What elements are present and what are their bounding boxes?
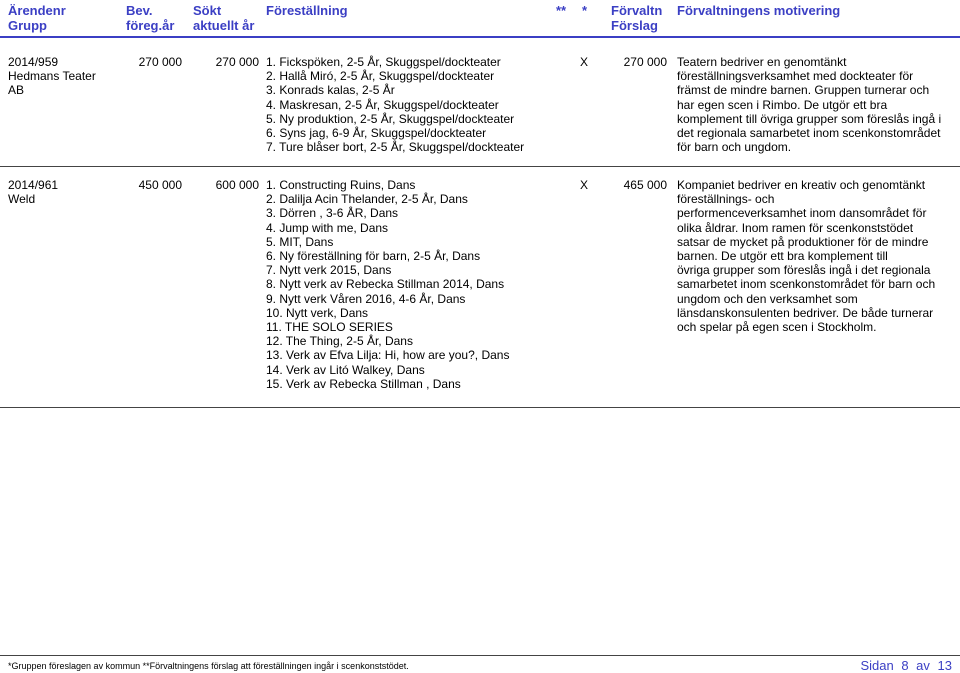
page-indicator	[856, 658, 952, 673]
list-item: 11. THE SOLO SERIES	[266, 320, 393, 335]
footer-rule	[0, 655, 960, 656]
list-item: 5. MIT, Dans	[266, 234, 334, 249]
list-item: 12. The Thing, 2-5 År, Dans	[266, 334, 413, 349]
list-item: 7. Nytt verk 2015, Dans	[266, 263, 392, 278]
table-header	[0, 0, 960, 34]
list-item: 9. Nytt verk Våren 2016, 4-6 År, Dans	[266, 291, 466, 306]
list-item: 15. Verk av Rebecka Stillman , Dans	[266, 376, 461, 391]
list-item: 1. Fickspöken, 2-5 År, Skuggspel/dockteater	[266, 55, 501, 69]
list-item: 3. Konrads kalas, 2-5 År	[266, 83, 395, 98]
star1-mark: X	[580, 178, 589, 192]
star1-mark: X	[580, 55, 589, 69]
row-divider	[0, 407, 960, 408]
bev-value: 450 000	[138, 178, 182, 192]
list-item: 2. Dalilja Acin Thelander, 2-5 År, Dans	[266, 192, 468, 207]
arendenr: 2014/959 Hedmans Teater AB	[8, 55, 96, 98]
header-rule	[0, 36, 960, 38]
page-current: 8	[901, 658, 909, 673]
list-item: 2. Hallå Miró, 2-5 År, Skuggspel/dockteater	[266, 69, 495, 84]
list-item: 6. Syns jag, 6-9 År, Skuggspel/dockteater	[266, 126, 487, 141]
table-row	[0, 178, 960, 393]
list-item: 10. Nytt verk, Dans	[266, 305, 369, 320]
list-item: 3. Dörren , 3-6 ÅR, Dans	[266, 206, 399, 221]
page-of: av	[916, 658, 930, 673]
col-header-forestallning: Föreställning	[266, 3, 348, 18]
list-item: 5. Ny produktion, 2-5 År, Skuggspel/dockteater	[266, 111, 515, 126]
list-item: 7. Ture blåser bort, 2-5 År, Skuggspel/dockteater	[266, 140, 525, 155]
col-header-bev: Bev. föreg.år	[126, 3, 175, 33]
bev-value: 270 000	[138, 55, 182, 69]
list-item: 14. Verk av Litó Walkey, Dans	[266, 362, 425, 377]
footnote: *Gruppen föreslagen av kommun **Förvaltningens förslag att föreställningen ingår i scenkonststödet.	[8, 661, 409, 671]
arendenr: 2014/961 Weld	[8, 178, 59, 207]
page-label: Sidan	[860, 658, 894, 673]
motivering-text: Kompaniet bedriver en kreativ och genomtänkt föreställnings- och performenceverksamhet inom dansområdet för olika åldrar. Inom ramen för scenkonststödet satsar de mycket på produktioner för de mindre barnen. De utgör ett bra komplement till övriga grupper som föreslås ingå i det regionala samarbetet inom scenkonstområdet för barn och ungdom och den verksamhet som länsdanskonsulenten bedriver. De både turnerar och spelar på egen scen i Stockholm.	[677, 178, 936, 335]
col-header-sokt: Sökt aktuellt år	[193, 3, 255, 33]
list-item: 13. Verk av Efva Lilja: Hi, how are you?, Dans	[266, 348, 510, 363]
forslag-value: 270 000	[623, 55, 667, 69]
col-header-forvaltn: Förvaltn Förslag	[611, 3, 663, 33]
table-row	[0, 55, 960, 165]
list-item: 6. Ny föreställning för barn, 2-5 År, Dans	[266, 249, 481, 264]
motivering-text: Teatern bedriver en genomtänkt föreställningsverksamhet med dockteater för främst de mindre barnen. Gruppen turnerar och har egen scen i Rimbo. De utgör ett bra komplement till övriga grupper som föreslås ingå i det regionala samarbetet inom scenkonstområdet för barn och ungdom.	[677, 55, 942, 155]
col-header-star2: **	[556, 3, 567, 18]
col-header-motivering: Förvaltningens motivering	[677, 3, 841, 18]
list-item: 4. Maskresan, 2-5 År, Skuggspel/dockteater	[266, 97, 499, 112]
forestallning-list	[266, 178, 509, 391]
sokt-value: 270 000	[215, 55, 259, 69]
sokt-value: 600 000	[215, 178, 259, 192]
list-item: 4. Jump with me, Dans	[266, 220, 389, 235]
list-item: 1. Constructing Ruins, Dans	[266, 178, 416, 192]
page-total: 13	[937, 658, 952, 673]
list-item: 8. Nytt verk av Rebecka Stillman 2014, Dans	[266, 277, 505, 292]
forestallning-list	[266, 55, 524, 154]
col-header-star1: *	[582, 3, 588, 18]
forslag-value: 465 000	[623, 178, 667, 192]
row-divider	[0, 166, 960, 167]
col-header-arendenr: Ärendenr Grupp	[8, 3, 66, 33]
